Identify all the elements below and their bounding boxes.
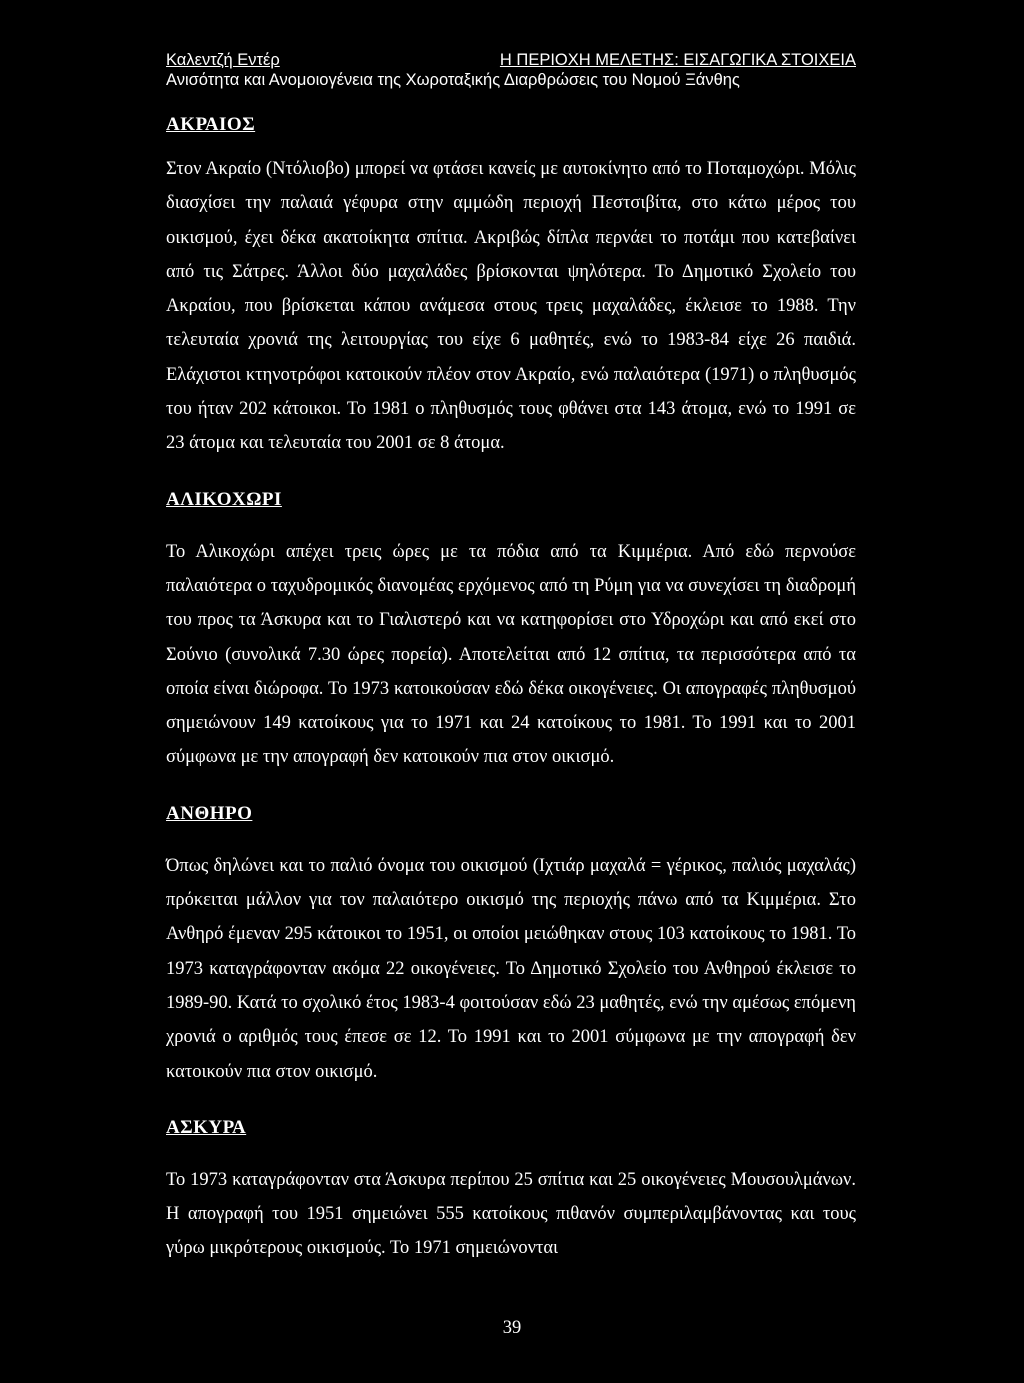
section-paragraph-alikoxori: Το Αλικοχώρι απέχει τρεις ώρες με τα πόδια από τα Κιμμέρια. Από εδώ περνούσε παλαιότερα ο ταχυδρομικός διανομέας ερχόμενος από τη Ρύμη για να συνεχίσει τη διαδρομή του προς τα Άσκυρα και το Γιαλιστερό και να κατηφορίσει στο Υδροχώρι και από εκεί στο Σούνιο (συνολικά 7.30 ώρες πορεία). Αποτελείται από 12 σπίτια, τα περισσότερα από τα οποία είναι διώροφα. Το 1973 κατοικούσαν εδώ δέκα οικογένειες. Οι απογραφές πληθυσμού σημειώνουν 149 κατοίκους για το 1971 και 24 κατοίκους το 1981. Το 1991 και το 2001 σύμφωνα με την απογραφή δεν κατοικούν πια στον οικισμό. xyxy=(166,541,856,768)
header-top-row xyxy=(166,50,856,70)
section-paragraph-anthiro: Όπως δηλώνει και το παλιό όνομα του οικισμού (Ιχτιάρ μαχαλά = γέρικος, παλιός μαχαλάς) πρόκειται μάλλον για τον παλαιότερο οικισμό της περιοχής πάνω από τα Κιμμέρια. Στο Ανθηρό έμεναν 295 κάτοικοι το 1951, οι οποίοι μειώθηκαν στους 103 κατοίκους το 1981. Το 1973 καταγράφονταν ακόμα 22 οικογένειες. Το Δημοτικό Σχολείο του Ανθηρού έκλεισε το 1989-90. Κατά το σχολικό έτος 1983-4 φοιτούσαν εδώ 23 μαθητές, ενώ την αμέσως επόμενη χρονιά ο αριθμός τους έπεσε σε 12. Το 1991 και το 2001 σύμφωνα με την απογραφή δεν κατοικούν πια στον οικισμό. xyxy=(166,855,856,1082)
header-subtitle: Ανισότητα και Ανομοιογένεια της Χωροταξικής Διαρθρώσεις του Νομού Ξάνθης xyxy=(166,71,740,89)
running-header xyxy=(166,50,856,90)
section-heading-anthiro: ΑΝΘΗΡΟ xyxy=(166,802,253,824)
section-heading-alikoxori: ΑΛΙΚΟΧΩΡΙ xyxy=(166,488,282,510)
page-number: 39 xyxy=(502,1318,522,1338)
section-heading-askyra: ΑΣΚΥΡΑ xyxy=(166,1116,247,1138)
section-paragraph-akraios: Στον Ακραίο (Ντόλιοβο) μπορεί να φτάσει κανείς με αυτοκίνητο από το Ποταμοχώρι. Μόλις διασχίσει την παλαιά γέφυρα στην αμμώδη περιοχή Πεστσιβίτα, στο κάτω μέρος του οικισμού, έχει δέκα ακατοίκητα σπίτια. Ακριβώς δίπλα περνάει το ποτάμι που κατεβαίνει από τις Σάτρες. Άλλοι δύο μαχαλάδες βρίσκονται ψηλότερα. Το Δημοτικό Σχολείο του Ακραίου, που βρίσκεται κάπου ανάμεσα στους τρεις μαχαλάδες, έκλεισε το 1988. Την τελευταία χρονιά της λειτουργίας του είχε 6 μαθητές, ενώ το 1983-84 είχε 26 παιδιά. Ελάχιστοι κτηνοτρόφοι κατοικούν πλέον στον Ακραίο, ενώ παλαιότερα (1971) ο πληθυσμός του ήταν 202 κάτοικοι. Το 1981 ο πληθυσμός τους φθάνει στα 143 άτομα, ενώ το 1991 σε 23 άτομα και τελευταία του 2001 σε 8 άτομα. xyxy=(166,159,856,454)
page-body xyxy=(166,108,856,1266)
section-paragraph-askyra: Το 1973 καταγράφονταν στα Άσκυρα περίπου 25 σπίτια και 25 οικογένειες Μουσουλμάνων. Η απογραφή του 1951 σημειώνει 555 κατοίκους πιθανόν συμπεριλαμβάνοντας και τους γύρω μικρότερους οικισμούς. Το 1971 σημειώνονται xyxy=(166,1169,856,1259)
header-section-title: Η ΠΕΡΙΟΧΗ ΜΕΛΕΤΗΣ: ΕΙΣΑΓΩΓΙΚΑ ΣΤΟΙΧΕΙΑ xyxy=(499,51,856,69)
header-author: Καλεντζή Εντέρ xyxy=(166,51,280,69)
section-heading-akraios: ΑΚΡΑΙΟΣ xyxy=(166,114,256,135)
